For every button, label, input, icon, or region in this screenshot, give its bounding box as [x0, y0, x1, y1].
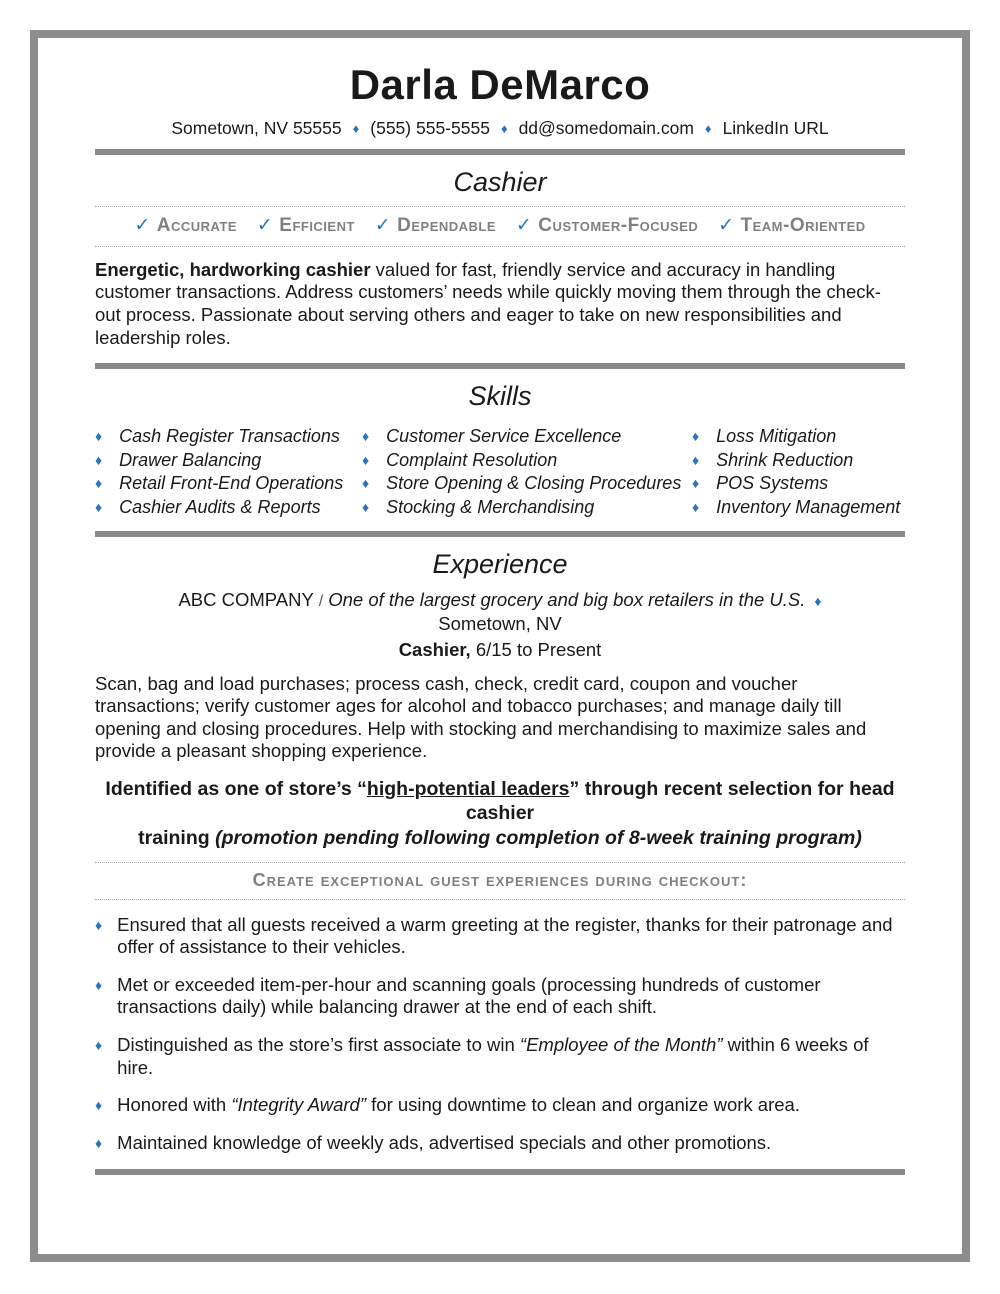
- skill-label: Complaint Resolution: [386, 449, 558, 470]
- diamond-bullet-icon: ♦: [362, 428, 370, 445]
- highlight-part2: ” through recent selection for head cashier: [465, 778, 895, 825]
- resume-document: [38, 38, 962, 1175]
- diamond-bullet-icon: ♦: [95, 976, 103, 993]
- skill-item: [692, 497, 905, 519]
- candidate-name: Darla DeMarco: [349, 61, 651, 108]
- section-divider: [95, 531, 905, 537]
- skills-heading: Skills: [468, 381, 532, 412]
- skill-item: [95, 426, 362, 448]
- checkmark-icon: ✓: [134, 215, 151, 237]
- skill-label: Drawer Balancing: [119, 449, 262, 470]
- bullet-text-pre: Met or exceeded item-per-hour and scanning goals (processing hundreds of customer transactions daily) while balancing drawer at the end of each shift.: [117, 973, 821, 1018]
- highlight-text: [105, 778, 894, 849]
- highlight-part3: training: [138, 826, 216, 849]
- skills-column-2: [362, 426, 692, 520]
- summary-lead: Energetic, hardworking cashier: [95, 258, 371, 280]
- skill-item: [362, 426, 692, 448]
- skill-item: [692, 426, 905, 448]
- job-title: Cashier,: [398, 638, 471, 660]
- skill-label: Shrink Reduction: [716, 449, 854, 470]
- skills-grid: [95, 426, 905, 520]
- skill-label: Inventory Management: [716, 497, 901, 517]
- diamond-bullet-icon: ♦: [692, 451, 700, 468]
- checkmark-icon: ✓: [256, 215, 274, 237]
- skills-column-3: [692, 426, 905, 520]
- attribute-label: Team-Oriented: [740, 215, 866, 237]
- skill-item: [362, 497, 692, 519]
- skill-item: [95, 473, 362, 495]
- experience-bullet: [95, 974, 905, 1019]
- diamond-bullet-icon: ♦: [692, 499, 700, 515]
- bullet-text-post: within 6 weeks of hire.: [117, 1033, 869, 1078]
- checkmark-icon: ✓: [515, 215, 533, 237]
- experience-description: Scan, bag and load purchases; process cash, check, credit card, coupon and voucher transactions; verify customer ages for alcohol and tobacco purchases; and manage daily till opening and closing procedures. Help with stocking and merchandising to maximize sales and provide a pleasant shopping experience.: [95, 672, 867, 762]
- diamond-bullet-icon: ♦: [95, 916, 103, 933]
- section-divider: [95, 149, 905, 155]
- job-line: [95, 639, 905, 661]
- diamond-separator-icon: ♦: [704, 121, 712, 137]
- diamond-separator-icon: ♦: [500, 121, 508, 137]
- bullet-text: [117, 1132, 771, 1155]
- contact-email: dd@somedomain.com: [518, 118, 694, 139]
- diamond-bullet-icon: ♦: [362, 451, 370, 468]
- skill-label: Loss Mitigation: [716, 426, 837, 447]
- skill-item: [362, 450, 692, 472]
- diamond-bullet-icon: ♦: [95, 1134, 103, 1151]
- skill-item: [692, 473, 905, 495]
- experience-subheading: Create exceptional guest experiences during checkout:: [252, 870, 748, 891]
- company-location: Sometown, NV: [438, 612, 562, 634]
- bullet-text-pre: Distinguished as the store’s first associate to win: [117, 1033, 520, 1055]
- highlight-italic: (promotion pending following completion of 8-week training program): [215, 826, 862, 849]
- skills-column-1: [95, 426, 362, 520]
- skill-label: Store Opening & Closing Procedures: [386, 473, 682, 494]
- section-divider: [95, 363, 905, 369]
- contact-linkedin: LinkedIn URL: [722, 118, 829, 139]
- company-separator: /: [318, 592, 324, 610]
- section-divider: [95, 1169, 905, 1175]
- skill-item: [362, 473, 692, 495]
- bullet-text: [117, 914, 905, 959]
- dotted-divider: [95, 899, 905, 900]
- skill-item: [95, 497, 362, 519]
- highlight-statement: [95, 777, 905, 850]
- experience-bullet: [95, 1034, 905, 1079]
- diamond-bullet-icon: ♦: [95, 428, 103, 445]
- diamond-bullet-icon: ♦: [814, 592, 822, 609]
- page-border: [30, 30, 970, 1262]
- bullet-text: [117, 974, 905, 1019]
- company-description: One of the largest grocery and big box retailers in the U.S.: [328, 588, 806, 610]
- company-name: ABC COMPANY: [178, 588, 314, 610]
- skill-label: Stocking & Merchandising: [386, 497, 595, 517]
- bullet-text-em: “Integrity Award”: [231, 1094, 366, 1116]
- experience-bullet-list: [95, 914, 905, 1155]
- diamond-bullet-icon: ♦: [95, 499, 103, 515]
- bullet-text-post: for using downtime to clean and organize work area.: [366, 1094, 800, 1116]
- diamond-bullet-icon: ♦: [692, 428, 700, 445]
- dotted-divider: [95, 206, 905, 207]
- skill-label: Cashier Audits & Reports: [119, 497, 321, 517]
- highlight-part1: Identified as one of store’s “: [105, 778, 367, 801]
- bullet-text-pre: Ensured that all guests received a warm greeting at the register, thanks for their patronage and offer of assistance to their vehicles.: [117, 913, 893, 958]
- bullet-text: [117, 1094, 800, 1117]
- diamond-bullet-icon: ♦: [95, 475, 103, 492]
- attribute-label: Efficient: [279, 215, 355, 237]
- job-title-heading: Cashier: [453, 167, 547, 198]
- checkmark-icon: ✓: [374, 215, 392, 237]
- diamond-bullet-icon: ♦: [95, 1097, 103, 1114]
- attribute-label: Dependable: [397, 215, 497, 237]
- contact-line: [95, 118, 905, 139]
- skill-item: [95, 450, 362, 472]
- diamond-bullet-icon: ♦: [362, 499, 370, 515]
- diamond-bullet-icon: ♦: [362, 475, 370, 492]
- company-line: [95, 588, 905, 635]
- experience-bullet: [95, 914, 905, 959]
- diamond-bullet-icon: ♦: [95, 451, 103, 468]
- dotted-divider: [95, 862, 905, 863]
- skill-item: [692, 450, 905, 472]
- bullet-text-pre: Maintained knowledge of weekly ads, advertised specials and other promotions.: [117, 1131, 772, 1153]
- diamond-separator-icon: ♦: [352, 121, 360, 137]
- skill-label: Retail Front-End Operations: [119, 473, 344, 494]
- skill-label: POS Systems: [716, 473, 829, 494]
- contact-phone: (555) 555-5555: [370, 118, 490, 139]
- skill-label: Customer Service Excellence: [386, 426, 622, 447]
- job-dates: 6/15 to Present: [475, 638, 602, 660]
- summary-paragraph: [95, 259, 905, 349]
- experience-bullet: [95, 1132, 905, 1155]
- experience-heading: Experience: [432, 548, 568, 579]
- attribute-list: [95, 214, 905, 239]
- checkmark-icon: ✓: [718, 215, 735, 237]
- highlight-underlined: high-potential leaders: [366, 778, 570, 801]
- bullet-text-pre: Honored with: [117, 1094, 232, 1116]
- bullet-text-em: “Employee of the Month”: [519, 1033, 723, 1055]
- diamond-bullet-icon: ♦: [692, 475, 700, 492]
- attribute-label: Accurate: [156, 215, 238, 237]
- attribute-label: Customer-Focused: [538, 215, 699, 237]
- summary-text: valued for fast, friendly service and accuracy in handling customer transactions. Address customers’ needs while quickly moving them through the check-out process. Passionate about serving others and eager to take on new responsibilities and leadership roles.: [95, 258, 881, 348]
- bullet-text: [117, 1034, 905, 1079]
- experience-bullet: [95, 1094, 905, 1117]
- skill-label: Cash Register Transactions: [119, 426, 340, 447]
- contact-location: Sometown, NV 55555: [171, 118, 342, 139]
- diamond-bullet-icon: ♦: [95, 1036, 103, 1053]
- dotted-divider: [95, 246, 905, 247]
